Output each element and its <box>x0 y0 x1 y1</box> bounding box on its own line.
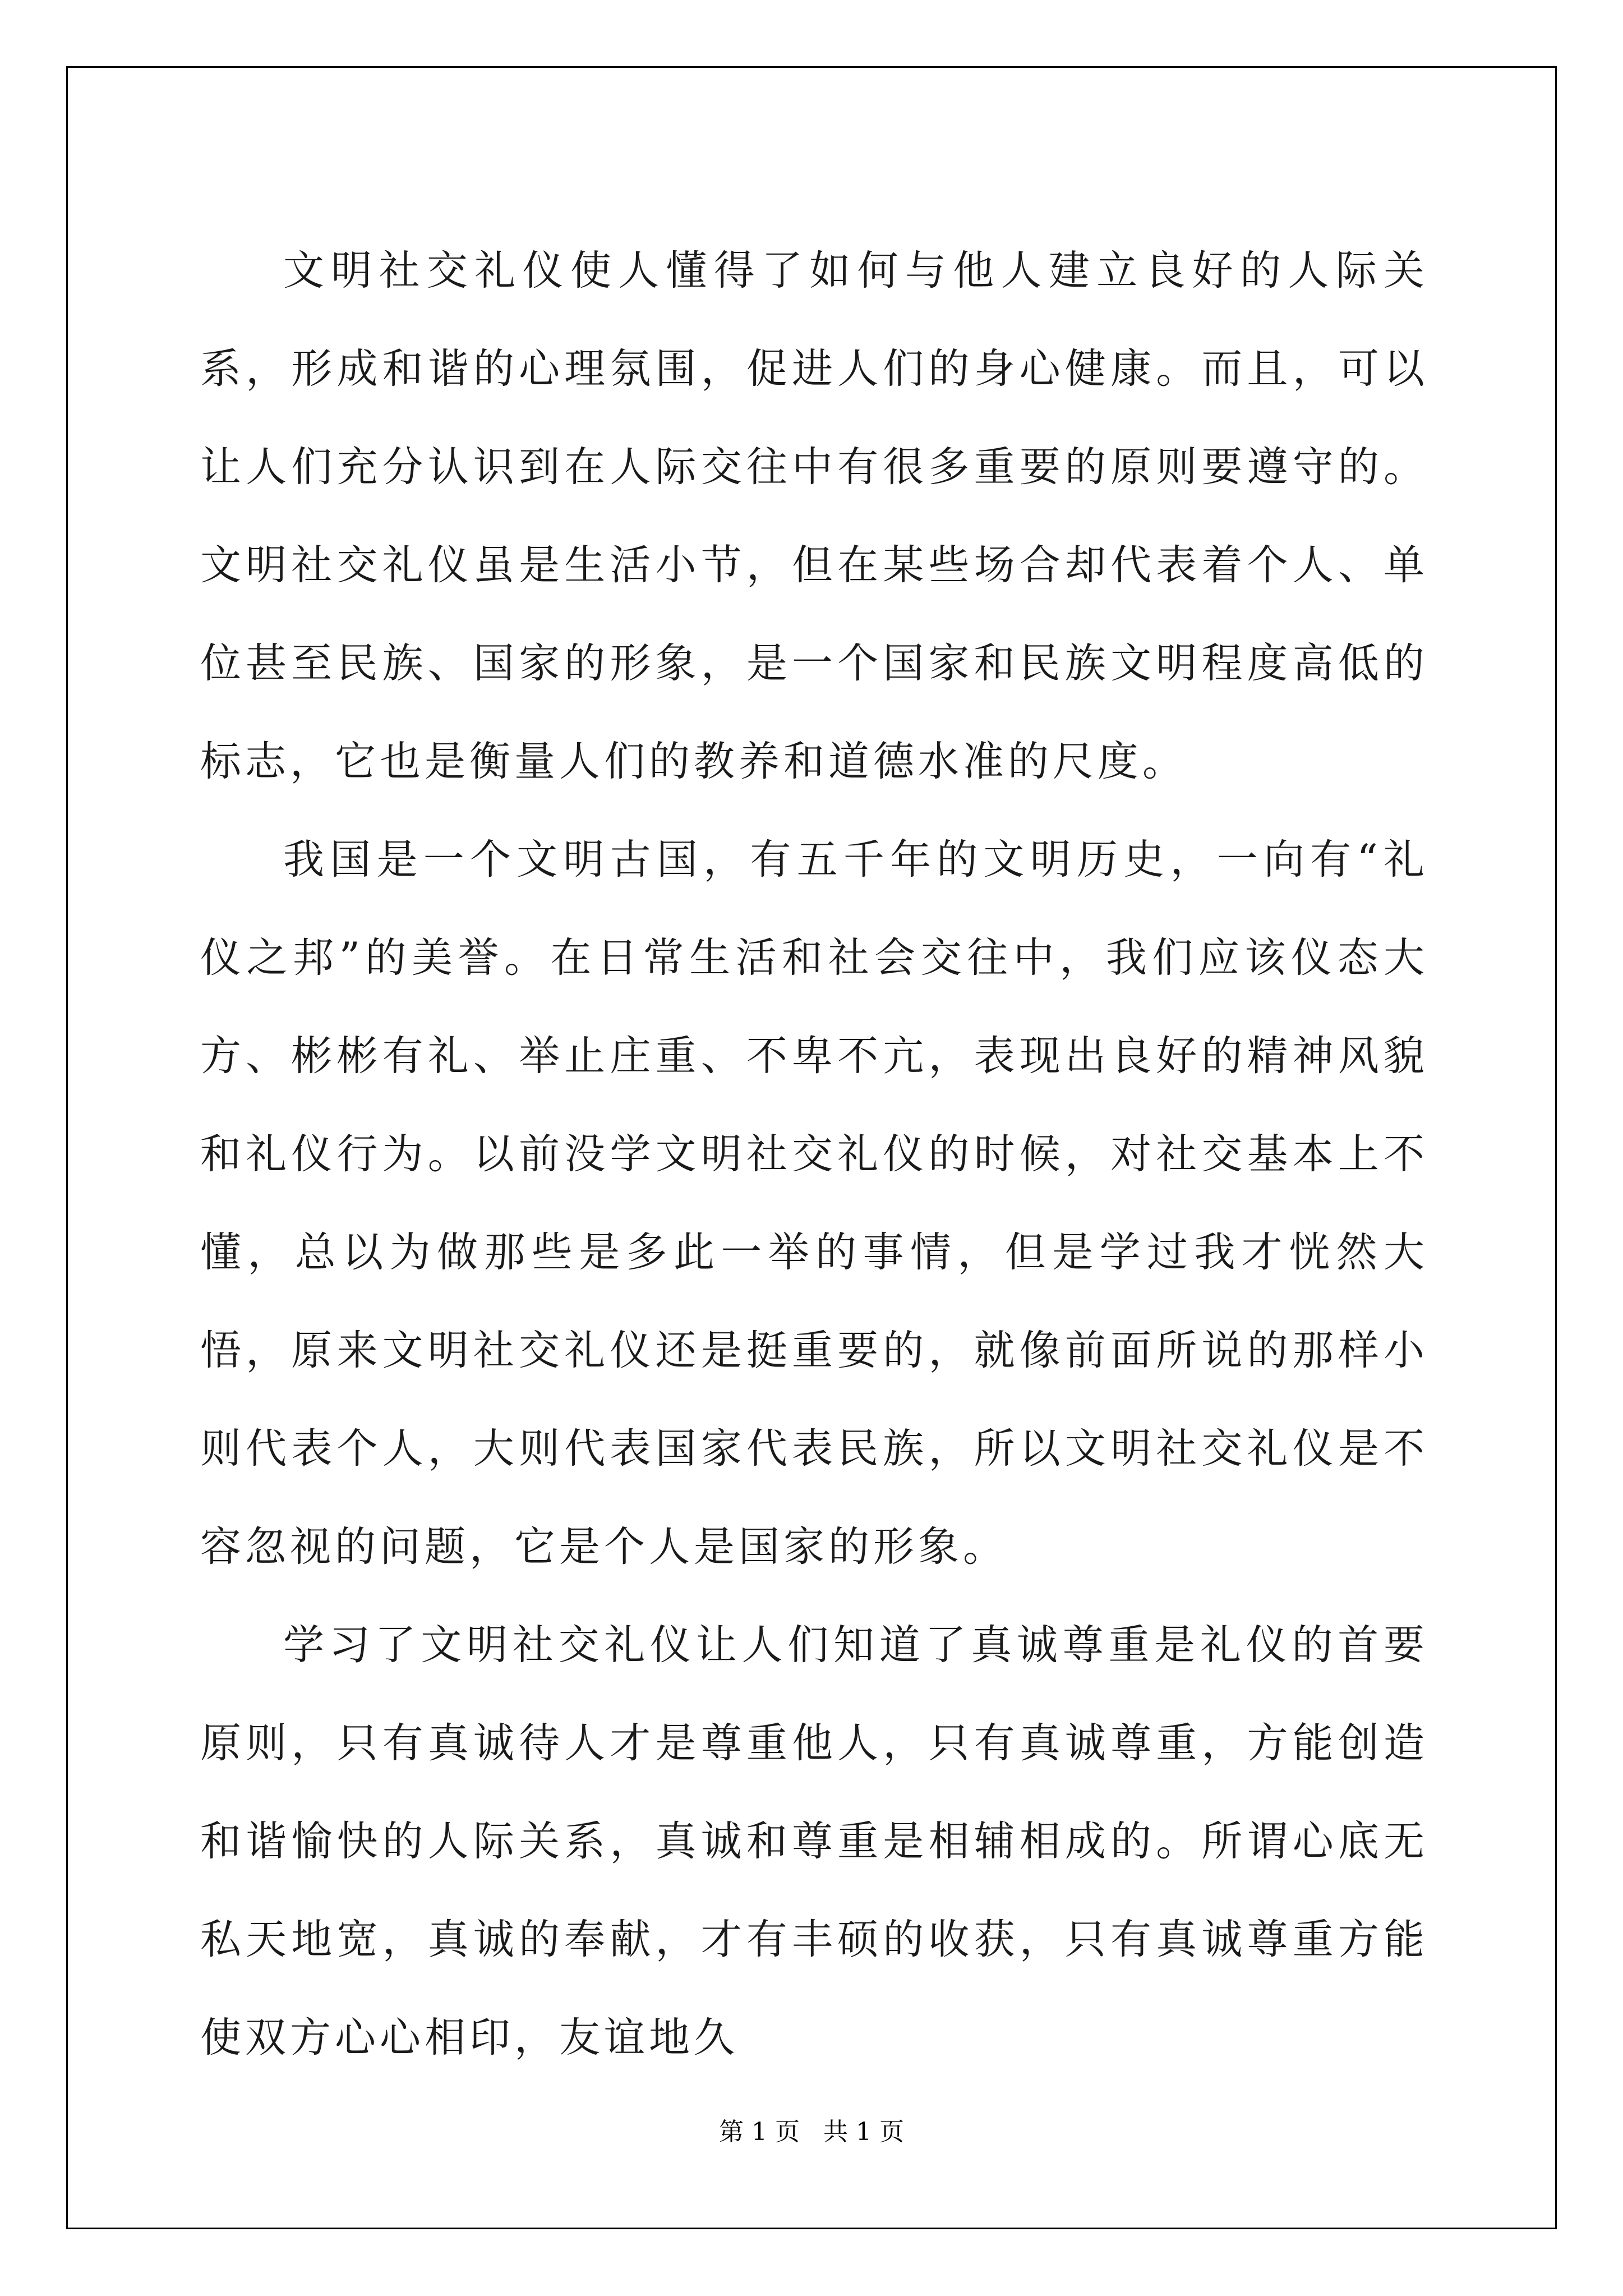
paragraph-3: 学习了文明社交礼仪让人们知道了真诚尊重是礼仪的首要原则，只有真诚待人才是尊重他人，只有真诚尊重，方能创造和谐愉快的人际关系，真诚和尊重是相辅相成的。所谓心底无私天地宽，真诚的奉献，才有丰硕的收获，只有真诚尊重方能使双方心心相印，友谊地久 <box>200 1621 1428 2062</box>
document-body <box>200 222 1428 2087</box>
page-number-footer: 第 1 页 共 1 页 <box>719 2118 904 2146</box>
paragraph-2: 我国是一个文明古国，有五千年的文明历史，一向有“礼仪之邦”的美誉。在日常生活和社会交往中，我们应该仪态大方、彬彬有礼、举止庄重、不卑不亢，表现出良好的精神风貌和礼仪行为。以前没学文明社交礼仪的时候，对社交基本上不懂，总以为做那些是多此一举的事情，但是学过我才恍然大悟，原来文明社交礼仪还是挺重要的，就像前面所说的那样小则代表个人，大则代表国家代表民族，所以文明社交礼仪是不容忽视的问题，它是个人是国家的形象。 <box>200 836 1428 1571</box>
paragraph-1: 文明社交礼仪使人懂得了如何与他人建立良好的人际关系，形成和谐的心理氛围，促进人们的身心健康。而且，可以让人们充分认识到在人际交往中有很多重要的原则要遵守的。文明社交礼仪虽是生活小节，但在某些场合却代表着个人、单位甚至民族、国家的形象，是一个国家和民族文明程度高低的标志，它也是衡量人们的教养和道德水准的尺度。 <box>200 247 1428 785</box>
